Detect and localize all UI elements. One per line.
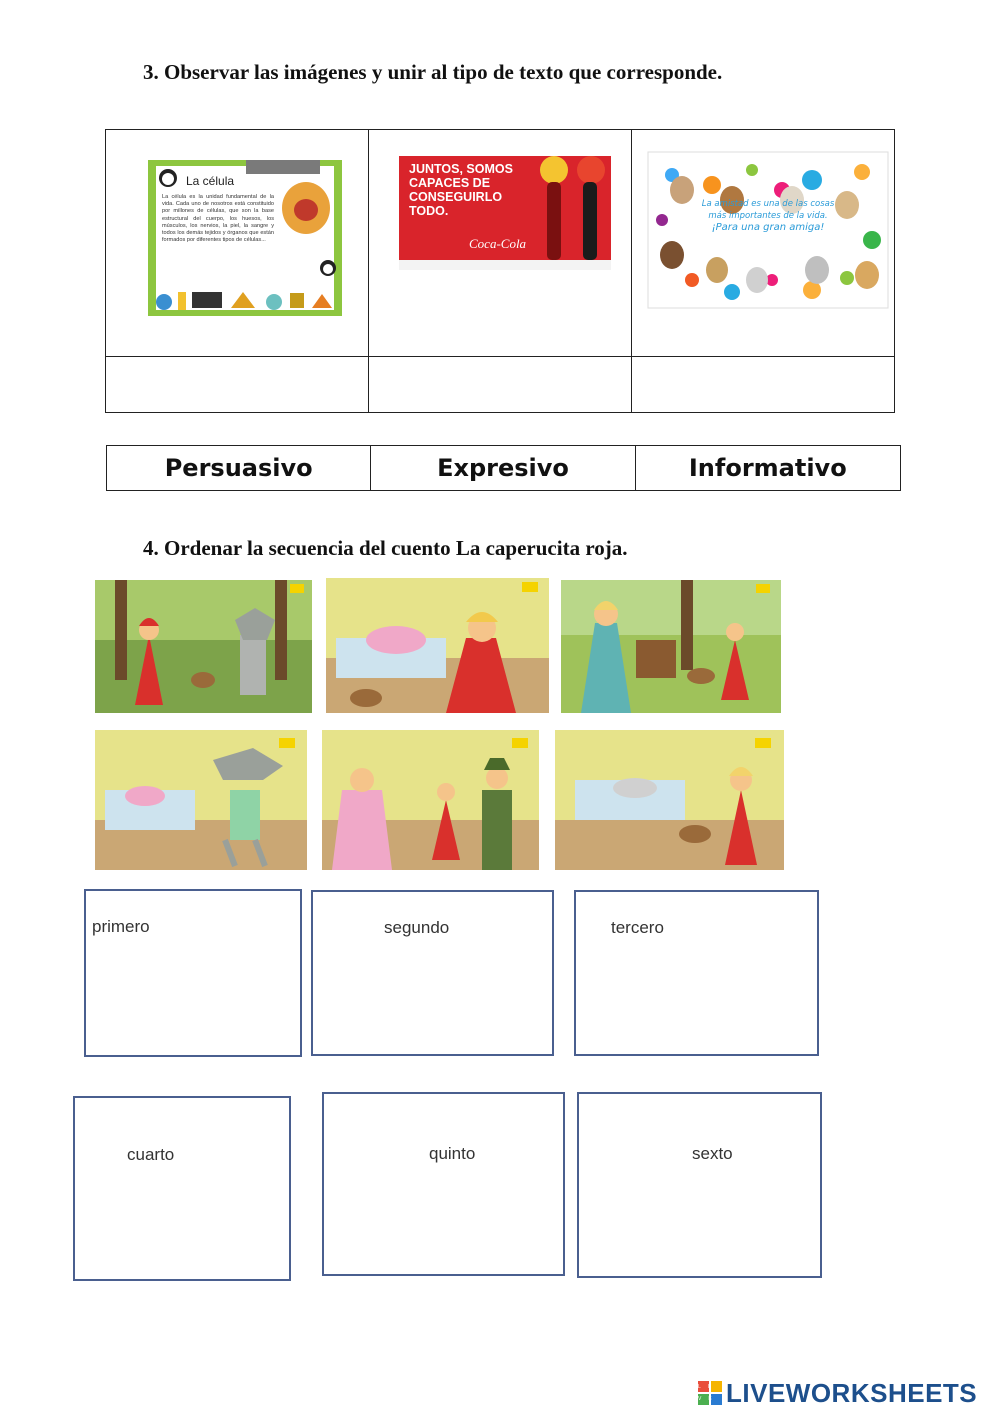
cell-card-friendship bbox=[632, 130, 895, 357]
option-informativo[interactable]: Informativo bbox=[635, 446, 900, 491]
story-scene-2[interactable] bbox=[326, 578, 549, 713]
sequence-label-5: quinto bbox=[429, 1144, 476, 1163]
coke-slogan: JUNTOS, SOMOS CAPACES DE CONSEGUIRLO TODO. bbox=[409, 162, 513, 218]
answer-drop-3[interactable] bbox=[632, 357, 895, 413]
friendship-line-2: más importantes de la vida. bbox=[708, 211, 828, 221]
friendship-text bbox=[688, 198, 848, 234]
story-scene-6[interactable] bbox=[555, 730, 784, 870]
friendship-line-1: La amistad es una de las cosas bbox=[701, 199, 835, 209]
sequence-label-3: tercero bbox=[611, 918, 664, 937]
scene-wolf-forest bbox=[95, 580, 312, 713]
sequence-box-6[interactable] bbox=[577, 1092, 822, 1278]
sequence-label-2: segundo bbox=[384, 918, 450, 937]
sequence-box-5[interactable] bbox=[322, 1092, 565, 1276]
story-scene-4[interactable] bbox=[95, 730, 307, 870]
cell-card-cell bbox=[106, 130, 369, 357]
sequence-label-6: sexto bbox=[692, 1144, 733, 1163]
liveworksheets-logo bbox=[698, 1378, 994, 1408]
scene-grandma-bed bbox=[326, 578, 549, 713]
option-persuasivo[interactable]: Persuasivo bbox=[107, 446, 371, 491]
story-scene-3[interactable] bbox=[561, 580, 781, 713]
logo-icon-letters: LIVE bbox=[698, 1384, 719, 1402]
liveworksheets-logo-icon bbox=[698, 1381, 722, 1405]
cell-card-body: La célula es la unidad fundamental de la vida. Cada uno de nosotros está constituido por millones de células, que son la base estructural del cuerpo, los huesos, los músculos, los nervios, la piel, la sangre y todos los demás tejidos y órganos que están formados por diferentes tipos de células... bbox=[162, 194, 274, 244]
sequence-box-2[interactable] bbox=[311, 890, 554, 1056]
sequence-label-4: cuarto bbox=[127, 1145, 175, 1164]
cell-card-coke bbox=[369, 130, 632, 357]
sequence-label-1: primero bbox=[92, 917, 150, 936]
friendship-line-3: ¡Para una gran amiga! bbox=[711, 222, 825, 233]
exercise-4-title: 4. Ordenar la secuencia del cuento La caperucita roja. bbox=[143, 536, 628, 560]
option-expresivo[interactable]: Expresivo bbox=[371, 446, 635, 491]
story-scene-1[interactable] bbox=[95, 580, 312, 713]
scene-mother-path bbox=[561, 580, 781, 713]
scene-hunter-rescue bbox=[322, 730, 539, 870]
friendship-card-image bbox=[632, 130, 894, 356]
options-table bbox=[106, 445, 901, 491]
image-table bbox=[105, 129, 895, 413]
sequence-box-4[interactable] bbox=[73, 1096, 291, 1281]
answer-drop-1[interactable] bbox=[106, 357, 369, 413]
sequence-box-3[interactable] bbox=[574, 890, 819, 1056]
cell-card-title: La célula bbox=[186, 174, 235, 188]
coke-brand-logo: Coca-Cola bbox=[469, 236, 527, 251]
sequence-box-1[interactable] bbox=[84, 889, 302, 1057]
answer-drop-2[interactable] bbox=[369, 357, 632, 413]
exercise-3-title: 3. Observar las imágenes y unir al tipo de texto que corresponde. bbox=[143, 60, 723, 84]
liveworksheets-brand-text: LIVEWORKSHEETS bbox=[726, 1378, 978, 1408]
scene-wolf-bedroom bbox=[95, 730, 307, 870]
scene-red-riding-hood-arrives bbox=[555, 730, 784, 870]
story-scene-5[interactable] bbox=[322, 730, 539, 870]
